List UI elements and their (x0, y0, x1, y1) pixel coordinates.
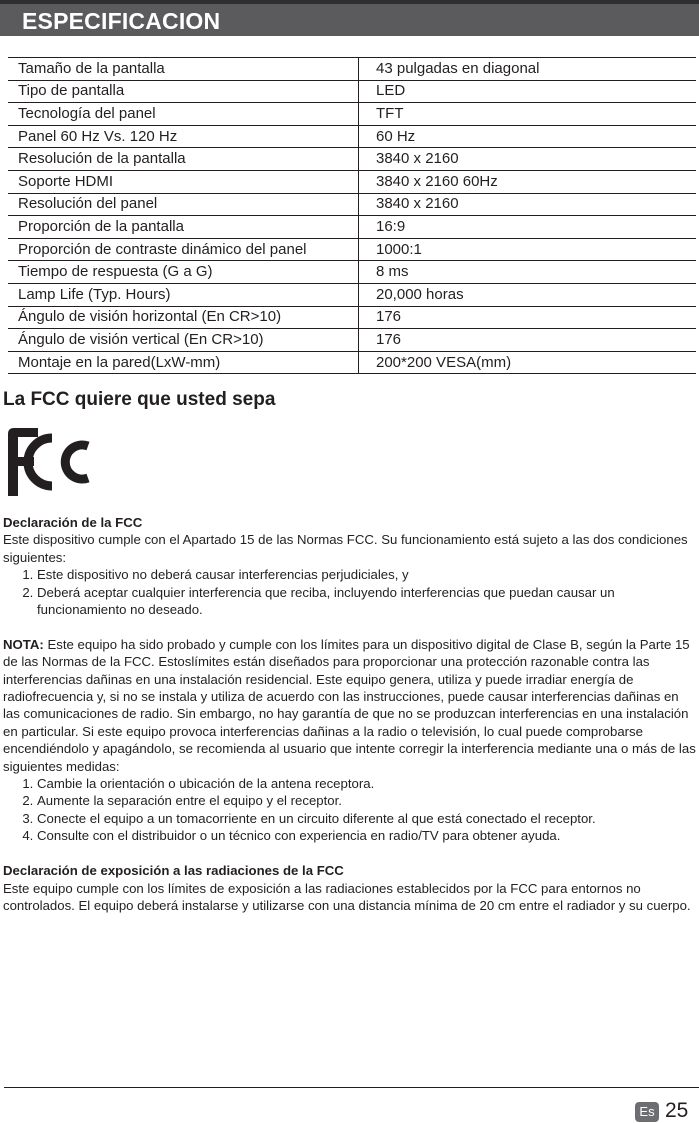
fcc-logo-icon (4, 426, 90, 498)
conditions-list (3, 566, 699, 618)
spec-value: TFT (359, 103, 697, 126)
table-row (8, 80, 696, 103)
language-badge: Es (635, 1102, 659, 1122)
spec-value: 8 ms (359, 261, 697, 284)
list-item: 2. Aumente la separación entre el equipo y el receptor. (37, 792, 699, 809)
spec-label: Tecnología del panel (8, 103, 359, 126)
spec-label: Ángulo de visión vertical (En CR>10) (8, 329, 359, 352)
declaration-text: Este dispositivo cumple con el Apartado 15 de las Normas FCC. Su funcionamiento está sujeto a las dos condiciones siguientes: (3, 532, 688, 565)
spec-label: Proporción de contraste dinámico del panel (8, 238, 359, 261)
radiation-heading: Declaración de exposición a las radiaciones de la FCC (3, 863, 344, 879)
spec-value: LED (359, 80, 697, 103)
spec-value: 200*200 VESA(mm) (359, 351, 697, 374)
spec-value: 1000:1 (359, 238, 697, 261)
spec-label: Ángulo de visión horizontal (En CR>10) (8, 306, 359, 329)
spec-value: 3840 x 2160 (359, 148, 697, 171)
spec-value: 3840 x 2160 (359, 193, 697, 216)
spec-value: 20,000 horas (359, 283, 697, 306)
spec-label: Soporte HDMI (8, 170, 359, 193)
note-paragraph (3, 636, 699, 775)
spec-label: Tiempo de respuesta (G a G) (8, 261, 359, 284)
spec-label: Lamp Life (Typ. Hours) (8, 283, 359, 306)
table-row (8, 148, 696, 171)
spec-label: Tipo de pantalla (8, 80, 359, 103)
header-accent-line (0, 0, 699, 4)
list-item: 2. Deberá aceptar cualquier interferencia que reciba, incluyendo interferencias que puedan causar un funcionamiento no deseado. (37, 584, 699, 619)
page-number: 25 (665, 1099, 689, 1122)
table-row (8, 58, 696, 81)
spec-label: Tamaño de la pantalla (8, 58, 359, 81)
table-row (8, 170, 696, 193)
radiation-text: Este equipo cumple con los límites de exposición a las radiaciones establecidos por la FCC para entornos no controlados. El equipo deberá instalarse y utilizarse con una distancia mínima de 20 cm entre el radiador y su cuerpo. (3, 880, 691, 913)
spec-value: 16:9 (359, 216, 697, 239)
table-row (8, 238, 696, 261)
section-title: ESPECIFICACION (22, 8, 221, 34)
table-row (8, 103, 696, 126)
spec-label: Resolución del panel (8, 193, 359, 216)
list-item: 1. Cambie la orientación o ubicación de la antena receptora. (37, 775, 699, 792)
spec-value: 176 (359, 329, 697, 352)
spec-label: Resolución de la pantalla (8, 148, 359, 171)
fcc-title: La FCC quiere que usted sepa (3, 389, 276, 410)
table-row (8, 193, 696, 216)
declaration-heading: Declaración de la FCC (3, 515, 143, 530)
table-row (8, 261, 696, 284)
table-row (8, 125, 696, 148)
list-item: 1. Este dispositivo no deberá causar interferencias perjudiciales, y (37, 566, 699, 583)
spec-value: 3840 x 2160 60Hz (359, 170, 697, 193)
section-header-bar (0, 0, 699, 36)
spec-label: Panel 60 Hz Vs. 120 Hz (8, 125, 359, 148)
table-row (8, 351, 696, 374)
table-row (8, 306, 696, 329)
spec-label: Montaje en la pared(LxW-mm) (8, 351, 359, 374)
measures-list (3, 775, 699, 845)
note-text: Este equipo ha sido probado y cumple con los límites para un dispositivo digital de Clase B, según la Parte 15 de las Normas de la FCC. Estoslímites están diseñados para proporcionar una protección razonable contra las interferencias dañinas en una instalación residencial. Este equipo genera, utiliza y puede irradiar energía de radiofrecuencia y, si no se instala y utiliza de acuerdo con las instrucciones, puede causar interferencias dañinas en las comunicaciones de radio. Sin embargo, no hay garantía de que no se produzcan interferencias en una instalación en particular. Si este equipo provoca interferencias dañinas a la radio o televisión, lo cual puede comprobarse encendiéndolo y apagándolo, se recomienda al usuario que intente corregir la interferencia mediante una o más de las siguientes medidas: (3, 636, 696, 774)
list-item: 4. Consulte con el distribuidor o un técnico con experiencia en radio/TV para obtener ayuda. (37, 827, 699, 844)
spec-value: 176 (359, 306, 697, 329)
table-row (8, 283, 696, 306)
spec-label: Proporción de la pantalla (8, 216, 359, 239)
note-label: NOTA: (3, 636, 44, 652)
fcc-body (3, 514, 699, 914)
table-row (8, 329, 696, 352)
table-row (8, 216, 696, 239)
spec-value: 43 pulgadas en diagonal (359, 58, 697, 81)
list-item: 3. Conecte el equipo a un tomacorriente en un circuito diferente al que está conectado el receptor. (37, 810, 699, 827)
spec-value: 60 Hz (359, 125, 697, 148)
specification-table (8, 57, 696, 374)
footer-divider (4, 1087, 699, 1088)
